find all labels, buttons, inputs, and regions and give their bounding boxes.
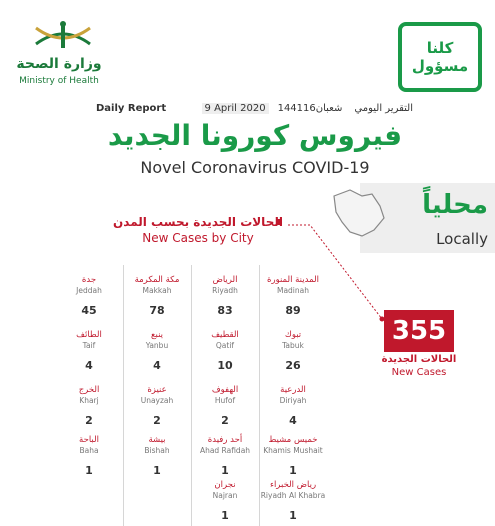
city-cell — [192, 480, 258, 522]
daily-report-label: Daily Report — [96, 102, 167, 114]
city-name-en: Tabuk — [282, 341, 304, 350]
city-case-count: 1 — [221, 509, 229, 522]
city-name-ar: جدة — [81, 275, 97, 285]
city-name-ar: الخرج — [78, 385, 100, 395]
total-new-cases-label-en: New Cases — [391, 367, 447, 378]
city-name-en: Riyadh Al Khabra — [260, 491, 326, 500]
slogan-line-1: كلنا — [426, 39, 454, 57]
city-name-ar: ينبع — [150, 330, 164, 340]
city-name-ar: بيشة — [148, 435, 166, 445]
locally-label-ar: محلياً — [422, 190, 488, 220]
city-name-ar: رياض الخبراء — [269, 480, 317, 490]
city-name-ar: الرياض — [212, 275, 238, 285]
slogan-line-2: مسؤول — [411, 57, 469, 75]
city-case-count: 4 — [153, 359, 161, 372]
city-name-en: Riyadh — [212, 286, 238, 295]
city-name-en: Ahad Rafidah — [199, 446, 251, 455]
city-name-en: Yanbu — [145, 341, 169, 350]
city-name-en: Taif — [82, 341, 96, 350]
city-cell — [56, 330, 122, 372]
city-cell — [192, 330, 258, 372]
city-case-count: 2 — [221, 414, 229, 427]
ministry-name-ar: وزارة الصحة — [16, 56, 102, 72]
city-cell — [56, 385, 122, 427]
city-cell — [56, 275, 122, 317]
city-name-en: Hufof — [214, 396, 236, 405]
city-case-count: 4 — [289, 414, 297, 427]
locally-label-en: Locally — [436, 230, 488, 248]
city-cell — [260, 435, 326, 477]
ministry-logo-icon — [28, 20, 98, 50]
total-new-cases-value: 355 — [384, 310, 454, 352]
city-name-ar: مكة المكرمة — [134, 275, 180, 285]
total-new-cases-label-ar: الحالات الجديدة — [381, 354, 457, 365]
city-name-ar: عنيزة — [147, 385, 167, 395]
city-name-en: Khamis Mushait — [263, 446, 323, 455]
city-case-count: 2 — [85, 414, 93, 427]
daily-report-label-ar: التقرير اليومي — [354, 102, 413, 114]
city-name-en: Diriyah — [279, 396, 307, 405]
city-case-count: 10 — [217, 359, 233, 372]
city-cell — [192, 385, 258, 427]
city-name-ar: أحد رفيدة — [207, 435, 243, 445]
city-name-ar: تبوك — [284, 330, 302, 340]
city-cell — [124, 275, 190, 317]
city-name-ar: الطائف — [76, 330, 102, 340]
report-date-line — [96, 100, 416, 116]
cities-heading-ar: الحالات الجديدة بحسب المدن — [113, 215, 283, 229]
city-name-en: Bishah — [144, 446, 170, 455]
city-name-en: Madinah — [276, 286, 309, 295]
page-title-ar: فيروس كورونا الجديد — [107, 119, 403, 152]
city-cell — [260, 330, 326, 372]
city-case-count: 1 — [85, 464, 93, 477]
city-cell — [192, 275, 258, 317]
slogan-badge — [398, 22, 482, 92]
city-name-ar: القطيف — [211, 330, 239, 340]
city-name-ar: الهفوف — [211, 385, 239, 395]
city-case-count: 78 — [149, 304, 165, 317]
city-name-en: Kharj — [79, 396, 99, 405]
city-case-count: 1 — [221, 464, 229, 477]
city-case-count: 1 — [289, 509, 297, 522]
city-case-count: 83 — [217, 304, 233, 317]
city-case-count: 2 — [153, 414, 161, 427]
city-case-count: 45 — [81, 304, 97, 317]
city-name-en: Qatif — [215, 341, 235, 350]
city-name-ar: الدرعية — [280, 385, 306, 395]
city-cell — [124, 385, 190, 427]
city-name-ar: نجران — [214, 480, 236, 490]
city-cell — [260, 275, 326, 317]
city-name-ar: الباحة — [79, 435, 99, 445]
city-case-count: 89 — [285, 304, 301, 317]
page-title-en: Novel Coronavirus COVID-19 — [140, 158, 370, 177]
city-cell — [124, 330, 190, 372]
city-cell — [56, 435, 122, 477]
city-case-count: 1 — [153, 464, 161, 477]
city-cell — [124, 435, 190, 477]
city-name-en: Baha — [79, 446, 99, 455]
city-name-ar: المدينة المنورة — [267, 275, 319, 285]
city-cell — [260, 385, 326, 427]
city-name-en: Unayzah — [140, 396, 174, 405]
city-cases-grid — [55, 265, 327, 526]
city-case-count: 26 — [285, 359, 301, 372]
city-case-count: 1 — [289, 464, 297, 477]
city-name-en: Jeddah — [76, 286, 102, 295]
city-cell — [260, 480, 326, 522]
ministry-name-en: Ministry of Health — [19, 76, 99, 86]
city-name-en: Makkah — [142, 286, 172, 295]
report-date-gregorian: 9 April 2020 — [202, 103, 269, 114]
city-name-ar: خميس مشيط — [268, 435, 318, 445]
report-date-hijri: 1441شعبان16 — [277, 102, 343, 114]
cities-heading-en: New Cases by City — [142, 231, 254, 245]
city-name-en: Najran — [212, 491, 238, 500]
report-dates — [202, 103, 416, 114]
city-cell — [192, 435, 258, 477]
city-case-count: 4 — [85, 359, 93, 372]
